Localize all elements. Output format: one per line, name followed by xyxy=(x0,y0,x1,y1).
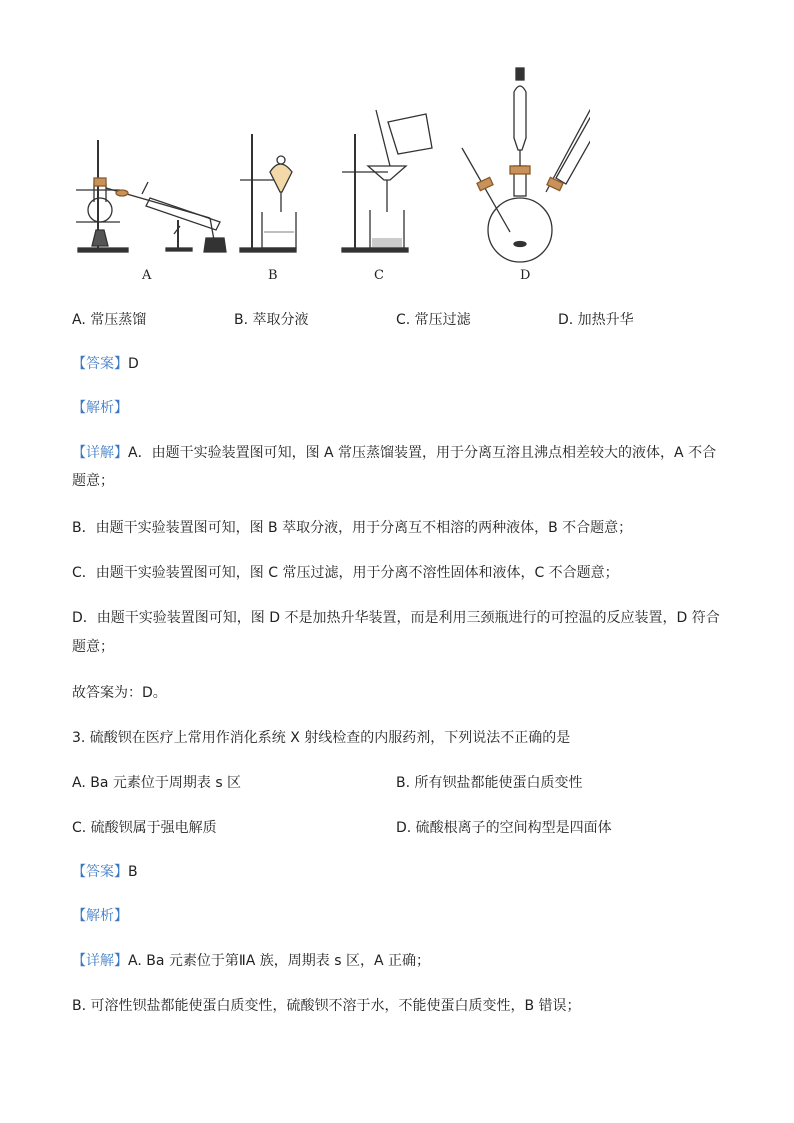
q2-detail-line: 题意； xyxy=(72,639,114,655)
q2-detail-line: C．由题干实验装置图可知，图 C 常压过滤，用于分离不溶性固体和液体，C 不合题意； xyxy=(72,565,619,581)
q3-option-a: A. Ba 元素位于周期表 s 区 xyxy=(72,775,242,791)
q2-detail-line xyxy=(72,443,716,463)
figure-label-c: C xyxy=(374,268,384,283)
q3-stem: 3. 硫酸钡在医疗上常用作消化系统 X 射线检查的内服药剂，下列说法不正确的是 xyxy=(72,730,571,746)
q2-conclusion: 故答案为：D。 xyxy=(72,685,167,701)
analysis-tag: 【解析】 xyxy=(72,400,128,416)
q2-answer xyxy=(72,354,139,374)
figure-label-d: D xyxy=(520,268,531,283)
q3-option-d: D. 硫酸根离子的空间构型是四面体 xyxy=(396,820,612,836)
detail-tag: 【详解】 xyxy=(72,953,128,969)
q3-option-c: C. 硫酸钡属于强电解质 xyxy=(72,820,217,836)
apparatus-drawing xyxy=(70,62,590,292)
detail-text: A. Ba 元素位于第ⅡA 族，周期表 s 区，A 正确； xyxy=(128,953,431,969)
apparatus-c-filtration xyxy=(342,110,432,252)
q2-option-c: C. 常压过滤 xyxy=(396,312,471,328)
q3-analysis-heading xyxy=(72,906,128,926)
answer-tag: 【答案】 xyxy=(72,864,128,880)
answer-value: D xyxy=(128,356,139,372)
detail-text: A．由题干实验装置图可知，图 A 常压蒸馏装置，用于分离互溶且沸点相差较大的液体，A 不合 xyxy=(128,445,717,461)
q2-option-b: B. 萃取分液 xyxy=(234,312,309,328)
apparatus-d-three-neck-flask xyxy=(462,68,590,262)
q2-analysis-heading xyxy=(72,398,128,418)
q3-option-b: B. 所有钡盐都能使蛋白质变性 xyxy=(396,775,583,791)
apparatus-b-funnel xyxy=(240,134,296,252)
q2-option-d: D. 加热升华 xyxy=(558,312,634,328)
q2-detail-line: 题意； xyxy=(72,473,114,489)
figure-label-a: A xyxy=(142,268,152,283)
q3-detail-line xyxy=(72,951,430,971)
figure-label-b: B xyxy=(268,268,278,283)
answer-tag: 【答案】 xyxy=(72,356,128,372)
q3-answer xyxy=(72,862,138,882)
q2-detail-line: B．由题干实验装置图可知，图 B 萃取分液，用于分离互不相溶的两种液体，B 不合题意； xyxy=(72,520,633,536)
apparatus-a-distillation xyxy=(76,140,226,252)
q3-detail-line: B. 可溶性钡盐都能使蛋白质变性，硫酸钡不溶于水，不能使蛋白质变性，B 错误； xyxy=(72,998,581,1014)
apparatus-figure xyxy=(70,62,590,292)
q2-detail-line: D．由题干实验装置图可知，图 D 不是加热升华装置，而是利用三颈瓶进行的可控温的反应装置，D 符合 xyxy=(72,610,720,626)
detail-tag: 【详解】 xyxy=(72,445,128,461)
q2-option-a: A. 常压蒸馏 xyxy=(72,312,147,328)
analysis-tag: 【解析】 xyxy=(72,908,128,924)
answer-value: B xyxy=(128,864,138,880)
